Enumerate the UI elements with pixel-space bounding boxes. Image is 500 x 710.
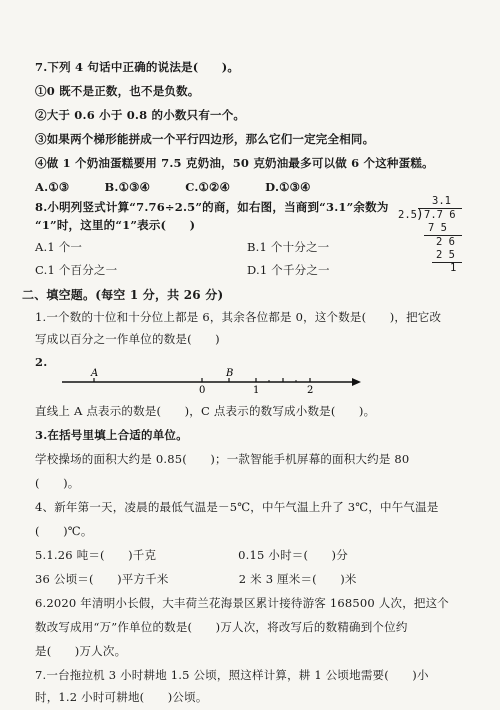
q7-statement-4: ④做 1 个奶油蛋糕要用 7.5 克奶油，50 克奶油最多可以做 6 个这种蛋糕。	[35, 156, 434, 170]
f3-line3: ( )。	[35, 476, 80, 490]
q8-option-c: C.1 个百分之一	[35, 263, 118, 277]
f1-line2: 写成以百分之一作单位的数是( )	[35, 332, 220, 346]
f5-line1: 5.1.26 吨＝( )千克 0.15 小时＝( )分	[35, 548, 348, 562]
f4-line2: ( )℃。	[35, 524, 93, 538]
q8-option-a: A.1 个一	[35, 240, 83, 254]
f7-line1: 7.一台拖拉机 3 小时耕地 1.5 公顷，照这样计算，耕 1 公顷地需要( )小	[35, 668, 429, 682]
f4-line1: 4、新年第一天，凌晨的最低气温是－5℃，中午气温上升了 3℃，中午气温是	[35, 500, 439, 514]
q7-stem: 7.下列 4 句话中正确的说法是( )。	[35, 60, 240, 74]
f1-line1: 1.一个数的十位和十分位上都是 6，其余各位都是 0，这个数是( )，把它改	[35, 310, 442, 324]
label-1: 1	[253, 385, 260, 394]
label-b: B	[226, 368, 234, 379]
q8-option-d: D.1 个千分之一	[247, 263, 330, 277]
f7-line2: 时，1.2 小时可耕地( )公顷。	[35, 690, 208, 704]
division-divisor: 2.5	[398, 209, 417, 221]
q8-option-b: B.1 个十分之一	[247, 240, 330, 254]
f3-line2: 学校操场的面积大约是 0.85( )；一款智能手机屏幕的面积大约是 80	[35, 452, 410, 466]
f3-line1: 3.在括号里填上合适的单位。	[35, 428, 188, 442]
f2-question: 直线上 A 点表示的数是( )，C 点表示的数写成小数是( )。	[35, 404, 376, 418]
q7-options: A.①③ B.①③④ C.①②④ D.①③④	[35, 180, 311, 194]
f6-line3: 是( )万人次。	[35, 644, 127, 658]
q8-stem-line2: “1”时，这里的“1”表示( )	[35, 218, 196, 232]
q7-statement-3: ③如果两个梯形能拼成一个平行四边形，那么它们一定完全相同。	[35, 132, 375, 146]
f6-line1: 6.2020 年清明小长假，大丰荷兰花海景区累计接待游客 168500 人次，把这个	[35, 596, 450, 610]
number-line-arrow	[352, 378, 361, 386]
label-2: 2	[307, 385, 314, 394]
label-0: 0	[199, 385, 206, 394]
division-quotient: 3.1	[432, 195, 451, 207]
q8-stem-line1: 8.小明列竖式计算“7.76÷2.5”的商，如右图，当商到“3.1”余数为	[35, 200, 389, 214]
q7-statement-1: ①0 既不是正数，也不是负数。	[35, 84, 200, 98]
division-dividend: 7.7 6	[424, 209, 456, 221]
label-a: A	[91, 368, 99, 379]
division-remainder: 1	[450, 262, 457, 274]
division-step-3: 2 5	[436, 249, 455, 261]
division-step-2: 2 6	[436, 236, 455, 248]
division-bracket-side: )	[416, 207, 424, 222]
division-rule-2	[432, 262, 462, 263]
number-line-figure	[62, 368, 362, 394]
section2-title: 二、填空题。(每空 1 分，共 26 分)	[22, 288, 224, 302]
f5-line2: 36 公顷＝( )平方千米 2 米 3 厘米＝( )米	[35, 572, 357, 586]
f2-number: 2.	[35, 355, 48, 369]
q7-statement-2: ②大于 0.6 小于 0.8 的小数只有一个。	[35, 108, 246, 122]
division-step-1: 7 5	[428, 222, 447, 234]
long-division-figure	[398, 195, 468, 275]
f6-line2: 数改写成用“万”作单位的数是( )万人次，将改写后的数精确到个位约	[35, 620, 408, 634]
